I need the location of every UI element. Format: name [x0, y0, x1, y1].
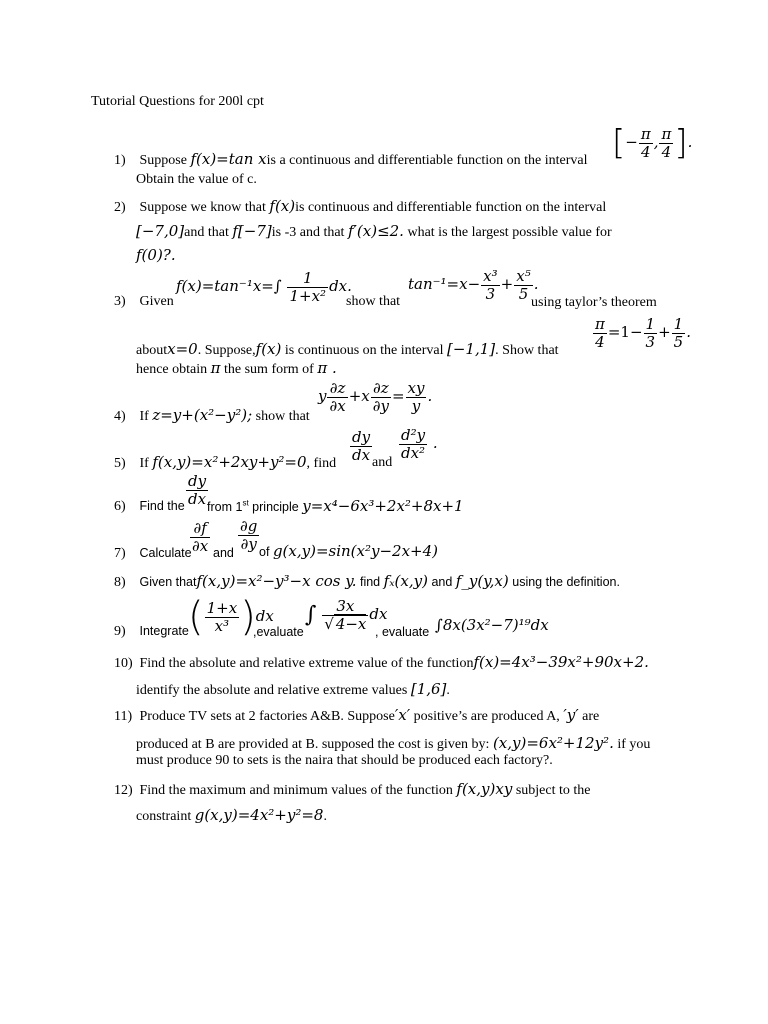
- frac-denominator: 3: [485, 284, 496, 303]
- question-text: and: [213, 546, 234, 560]
- math-expression: f(x)=tan x: [190, 150, 267, 168]
- math-expression: z=y+(x²−y²);: [152, 406, 253, 424]
- math-expression: [−7,0]: [136, 222, 185, 240]
- question-text: is -3 and that: [271, 225, 345, 240]
- integral-2: ∫ $\frac{3x}{√ 4-x}$ dx: [305, 597, 388, 633]
- frac-numerator: x³: [483, 267, 498, 285]
- frac-denominator: 5: [518, 284, 529, 303]
- question-11: [114, 706, 599, 725]
- frac-denominator: ∂x: [329, 396, 346, 415]
- question-number: 5): [114, 456, 126, 471]
- frac-numerator: dy: [188, 472, 207, 490]
- question-2-line-2: [136, 222, 612, 241]
- question-1: [114, 150, 587, 169]
- question-text: , evaluate: [375, 625, 430, 639]
- question-text: Obtain the value of c.: [136, 172, 257, 187]
- question-text: and that: [184, 225, 229, 240]
- frac-denominator: dx²: [401, 443, 426, 462]
- math-expression: g(x,y)=4x²+y²=8: [194, 806, 324, 824]
- question-text: principle: [252, 500, 299, 514]
- question-3-line-2: [136, 340, 559, 359]
- frac-denominator: 4: [641, 142, 651, 161]
- question-text: show that: [255, 409, 310, 424]
- frac-denominator: ∂y: [240, 534, 257, 553]
- frac-numerator: 1: [645, 315, 656, 333]
- frac-numerator: π: [640, 125, 651, 143]
- question-text: are: [582, 709, 600, 724]
- question-text: and: [431, 575, 453, 589]
- question-number: 4): [114, 409, 126, 424]
- question-number: 7): [114, 546, 126, 561]
- math-expression: f(x): [255, 340, 282, 358]
- integral-1: ( $\frac{1+x}{\text{x³}}$ )dx: [188, 594, 274, 640]
- integral-3: ∫8x(3x²−7)¹⁹dx: [435, 616, 549, 634]
- question-number: 9): [114, 624, 126, 639]
- question-text: ,evaluate: [253, 625, 304, 639]
- question-3: [114, 294, 174, 310]
- frac-numerator: dy: [352, 428, 371, 446]
- frac-numerator: ∂z: [371, 380, 391, 398]
- page-title: Tutorial Questions for 200l cpt: [91, 94, 264, 109]
- question-text: Suppose: [139, 153, 187, 168]
- question-text: , find: [306, 456, 337, 471]
- question-2: [114, 197, 606, 216]
- question-11-line-2: [136, 734, 650, 753]
- math-expression: f(0)?.: [136, 246, 176, 264]
- question-number: 8): [114, 575, 126, 590]
- frac-numerator: π: [595, 315, 605, 333]
- frac-denominator: 4−x: [335, 614, 367, 633]
- question-text: If: [139, 456, 149, 471]
- question-text: from 1: [207, 500, 243, 514]
- math-expression: ′x′: [394, 706, 411, 724]
- frac-denominator: 1+x²: [289, 286, 327, 305]
- frac-numerator: 1+x: [206, 599, 238, 617]
- question-text: Produce TV sets at 2 factories A&B. Suppose: [139, 709, 395, 724]
- frac-numerator: 1: [673, 315, 684, 333]
- frac-numerator: 3x: [322, 598, 368, 616]
- question-text: is continuous and differentiable function on the interval: [295, 200, 607, 215]
- frac-numerator: ∂z: [327, 380, 347, 398]
- frac-denominator: 3: [645, 332, 656, 351]
- frac-numerator: d²y: [401, 426, 426, 444]
- frac-denominator: 4: [661, 142, 672, 161]
- question-text: show that: [346, 294, 401, 309]
- math-expression: $\frac{\pi}{4}$ =1− $\frac{1}{3}$ + $\frac{1}{5}$ .: [595, 315, 691, 351]
- frac-denominator: dx: [188, 489, 207, 508]
- question-text: using the definition.: [512, 575, 620, 589]
- question-number: 12): [114, 783, 133, 798]
- question-text: Find the absolute and relative extreme value of the function: [139, 656, 474, 671]
- question-12-line-2: [136, 806, 327, 825]
- question-text: Given: [139, 294, 174, 309]
- math-expression: π: [210, 359, 221, 377]
- math-expression: ′y′: [563, 706, 579, 724]
- math-expression: tan⁻¹=x− $\frac{\text{x³}}{3}$ + $\frac{\text{x⁵}}{5}$ .: [408, 267, 539, 303]
- math-expression: [−1,1]: [447, 340, 496, 358]
- frac-numerator: x⁵: [516, 267, 531, 285]
- math-part: dx.: [329, 277, 352, 295]
- question-text: Given that: [139, 575, 197, 589]
- frac-denominator: ∂x: [192, 536, 209, 555]
- frac-denominator: 4: [595, 332, 605, 351]
- question-7-tail: [259, 542, 438, 561]
- math-part: dx: [255, 607, 274, 625]
- math-expression: f(x,y)=x²+2xy+y²=0: [152, 453, 307, 471]
- math-expression: π .: [317, 359, 337, 377]
- question-text: produced at B are provided at B. supposed the cost is given by:: [136, 737, 490, 752]
- question-text: if you: [617, 737, 651, 752]
- math-derivative: [185, 473, 209, 507]
- question-text: using taylor’s theorem: [531, 295, 657, 310]
- frac-denominator: ∂y: [372, 396, 389, 415]
- question-4: [114, 406, 310, 425]
- superscript: st: [242, 498, 249, 508]
- question-number: 3): [114, 294, 126, 309]
- math-expression: fₓ(x,y): [383, 572, 428, 590]
- question-text: the sum form of: [224, 362, 314, 377]
- math-derivative: [349, 429, 373, 463]
- math-expression: x=0: [167, 340, 198, 358]
- question-text: Find the maximum and minimum values of the function: [139, 783, 453, 798]
- question-8: [114, 572, 620, 591]
- question-6: [114, 499, 185, 515]
- question-text: .: [323, 809, 327, 824]
- question-text: find: [359, 575, 381, 589]
- math-derivative: $\frac{\text{d²y}}{\text{dx²}}$ .: [401, 426, 438, 462]
- question-text: subject to the: [515, 783, 591, 798]
- question-text: Integrate: [139, 624, 189, 638]
- frac-numerator: 1: [287, 270, 328, 288]
- question-text: Suppose we know that: [139, 200, 266, 215]
- question-text: . Suppose,: [197, 343, 256, 358]
- interval-bracket: [− $\frac{\pi}{4}$ , $\frac{\pi}{4}$ ].: [612, 123, 693, 163]
- frac-numerator: π: [661, 125, 672, 143]
- question-text: hence obtain: [136, 362, 208, 377]
- question-5: [114, 453, 336, 472]
- math-expression: y=x⁴−6x³+2x²+8x+1: [302, 497, 464, 515]
- question-text: . Show that: [495, 343, 559, 358]
- question-6-tail: [207, 497, 464, 516]
- question-text: .: [446, 683, 450, 698]
- question-text: Find the: [139, 499, 185, 513]
- math-part: y: [318, 387, 327, 405]
- question-number: 1): [114, 153, 126, 168]
- math-expression: f(x)=4x³−39x²+90x+2.: [473, 653, 649, 671]
- question-10-line-2: [136, 680, 450, 699]
- frac-denominator: dx: [352, 445, 371, 464]
- question-number: 2): [114, 200, 126, 215]
- math-expression: f′(x)≤2.: [347, 222, 404, 240]
- question-number: 11): [114, 709, 133, 724]
- question-text: constraint: [136, 809, 192, 824]
- question-3-line-3: [136, 359, 337, 378]
- question-number: 10): [114, 656, 133, 671]
- math-expression: f[−7]: [232, 222, 272, 240]
- frac-numerator: ∂g: [240, 517, 258, 535]
- question-12: [114, 780, 590, 799]
- question-text: of: [259, 545, 270, 559]
- frac-denominator: y: [411, 396, 421, 415]
- question-9: [114, 624, 189, 640]
- math-part: +x: [348, 387, 370, 405]
- question-text: If: [139, 409, 149, 424]
- math-expression: g(x,y)=sin(x²y−2x+4): [272, 542, 439, 560]
- math-part: tan⁻¹=x−: [408, 275, 481, 293]
- frac-denominator: 5: [673, 332, 684, 351]
- math-expression: [1,6]: [410, 680, 447, 698]
- math-expression: f(x): [269, 197, 296, 215]
- math-partial: [237, 518, 260, 552]
- question-text: and: [372, 455, 393, 470]
- question-text: positive’s are produced A,: [413, 709, 560, 724]
- math-expression: f(x,y)=x²−y³−x cos y.: [196, 572, 357, 590]
- question-text: Calculate: [139, 546, 192, 560]
- math-part: =1−: [607, 323, 643, 341]
- math-expression: f_y(y,x): [455, 572, 509, 590]
- question-7: [114, 546, 192, 562]
- math-expression: [176, 270, 352, 304]
- question-text: about: [136, 343, 168, 358]
- math-expression: y $\frac{\partial z}{\partial x}$ +x $\frac{\partial z}{\partial y}$ = $\frac{xy}{y}$ .: [318, 379, 433, 415]
- math-partial: [189, 520, 211, 554]
- question-number: 6): [114, 499, 126, 514]
- question-text: identify the absolute and relative extreme values: [136, 683, 408, 698]
- question-text: what is the largest possible value for: [407, 225, 612, 240]
- math-expression: f(x,y)xy: [456, 780, 513, 798]
- frac-numerator: ∂f: [190, 520, 210, 538]
- math-expression: (x,y)=6x²+12y².: [492, 734, 614, 752]
- question-text: must produce 90 to sets is the naira that should be produced each factory?.: [136, 753, 553, 768]
- frac-denominator: x³: [214, 616, 230, 635]
- math-part: dx: [369, 605, 388, 623]
- question-text: is continuous on the interval: [284, 343, 444, 358]
- question-text: is a continuous and differentiable function on the interval: [266, 153, 588, 168]
- question-10: [114, 653, 649, 672]
- frac-numerator: xy: [407, 379, 425, 397]
- math-part: f(x)=tan⁻¹x=∫: [176, 277, 282, 295]
